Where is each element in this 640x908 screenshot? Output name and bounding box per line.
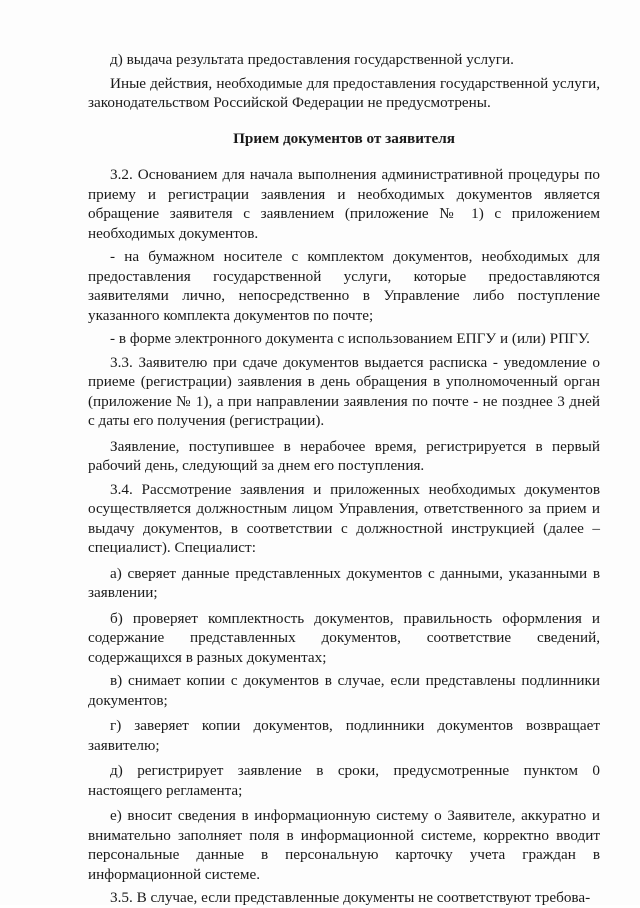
paragraph-3-3: 3.3. Заявителю при сдаче документов выдается расписка - уведомление о приеме (регистрации) заявления в день обращения в уполномоченный орган (приложение № 1), а при направлении заявления по почте - не позднее 3 дней с даты его получения (регистрации). [88,353,600,429]
list-item-d: д) регистрирует заявление в сроки, предусмотренные пунктом 0 настоящего регламента; [88,762,600,799]
paragraph-3-2: 3.2. Основанием для начала выполнения административной процедуры по приему и регистрации заявления и необходимых документов является обращение заявителя с заявлением (приложение № 1) с приложением необходимых документов. [88,166,600,242]
list-item-v: в) снимает копии с документов в случае, если представлены подлинники документов; [88,672,600,709]
document-body [88,50,600,908]
list-item-g: г) заверяет копии документов, подлинники документов возвращает заявителю; [88,717,600,754]
section-heading: Прием документов от заявителя [233,129,455,147]
list-item-b: б) проверяет комплектность документов, правильность оформления и содержание представленных документов, соответствие сведений, содержащихся в разных документах; [88,609,600,666]
paragraph-non-working-time: Заявление, поступившее в нерабочее время, регистрируется в первый рабочий день, следующий за днем его поступления. [88,437,600,474]
paragraph-3-5: 3.5. В случае, если представленные документы не соответствуют требова- [110,889,591,906]
list-item-e: е) вносит сведения в информационную систему о Заявителе, аккуратно и внимательно заполняет поля в информационной системе, корректно вводит персональные данные в персональную карточку учета граждан в информационной системе. [88,807,600,883]
paragraph-3-4: 3.4. Рассмотрение заявления и приложенных необходимых документов осуществляется должностным лицом Управления, ответственного за прием и выдачу документов, в соответствии с должностной инструкцией (далее – специалист). Специалист: [88,480,600,556]
paragraph-result-issuance: д) выдача результата предоставления государственной услуги. [110,51,514,68]
paragraph-paper-carrier: - на бумажном носителе с комплектом документов, необходимых для предоставления государственной услуги, которые предоставляются заявителями лично, непосредственно в Управление либо поступление указанного комплекта документов по почте; [88,248,600,324]
paragraph-electronic-form: - в форме электронного документа с использованием ЕПГУ и (или) РПГУ. [110,330,590,347]
paragraph-other-actions: Иные действия, необходимые для предоставления государственной услуги, законодательством Российской Федерации не предусмотрены. [88,74,600,111]
list-item-a: а) сверяет данные представленных документов с данными, указанными в заявлении; [88,564,600,601]
